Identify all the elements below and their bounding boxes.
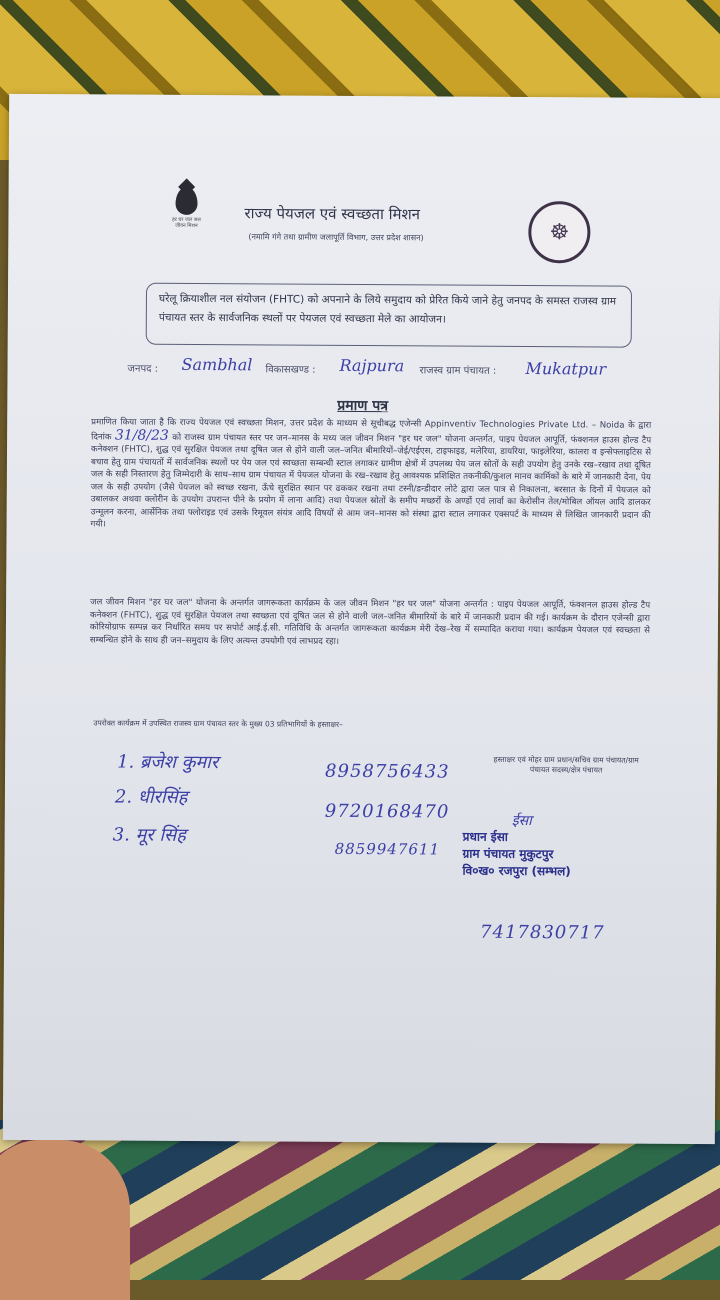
para1-after-date: को राजस्व ग्राम पंचायत स्तर पर जन–मानस के मध्य जल जीवन मिशन "हर घर जल" योजना अन्तर्गत, पाइप पेयजल आपूर्ति, फंक्शनल हाउस होल्ड टैप कनेक्शन (FHTC), शुद्ध एवं सुरक्षित पेयजल तथा दूषित जल से होने वाली जल–जनित बीमारियों–जेई/एईएस, टाइफाइड, मलेरिया, डायरिया, फाइलेरिया, कालरा व इन्सेफ्लाइटिस से बचाव हेतु ग्राम पंचायतों में सार्वजनिक स्थलों पर पेय जल एवं स्वच्छता सम्बन्धी स्टाल लगाकर ग्रामीण क्षेत्रों में उपलब्ध पेय जल स्रोतों के सही उपयोग हेतु उनके रख–रखाव तथा दूषित जल के सही निस्तारण हेतु जिम्मेदारी के साथ–साथ ग्राम पंचायत में पेयजल योजना के रख–रखाव हेतु आवश्यक प्रशिक्षित तकनीकी/कुशल मानव कार्मिकों के बारे में जानकारी देना, पेय जल के सही उपयोग (जैसे पेयजल को स्वच्छ रखना, ऊँचे सुरक्षित स्थान पर ढककर रखना तथा टस्नी/डन्डीदार लोटे द्वारा जल पात्र से निकालना, बरसात के दिनों में पेयजल को उबालकर अथवा क्लोरीन के उपयोग उपरान्त पीने के प्रयोग में लाना आदि) तथा पेयजल स्रोतों के समीप मच्छरों के अण्डों एवं लार्वा का केरोसीन तेल/मोबिल ऑयल आदि डालकर उन्मूलन करना, आर्सेनिक तथा फ्लोराइड एवं उसके रिमूवल संयंत्र आदि विषयों से आम जन–मानस को संस्था द्वारा स्टाल लगाकर एक्सपर्ट के माध्यम से लिखित जानकारी प्रदान की गयी।: [90, 432, 652, 530]
signatures-intro: उपरोक्त कार्यक्रम में उपस्थित राजस्व ग्राम पंचायत स्तर के मुख्य 03 प्रतिभागियों के हस्ताक्षर–: [93, 718, 343, 729]
stamp-line-2: ग्राम पंचायत मुकुटपुर: [462, 846, 554, 862]
up-govt-emblem-icon: ☸: [528, 201, 590, 263]
panchayat-label: राजस्व ग्राम पंचायत :: [419, 365, 497, 377]
logo-text: हर घर जल जल जीवन मिशन: [172, 216, 201, 229]
stamp-line-3: वि०ख० रजपुरा (सम्भल): [462, 863, 571, 879]
event-date: 31/8/23: [114, 426, 169, 444]
certificate-document: [3, 94, 720, 1144]
page-title: राज्य पेयजल एवं स्वच्छता मिशन: [244, 204, 421, 224]
phone-number-4: 7417830717: [480, 921, 605, 944]
participant-signature-2: 2. धीरसिंह: [114, 786, 188, 808]
block-label: विकासखण्ड :: [265, 364, 316, 376]
water-drop-icon: [175, 187, 197, 215]
para1-before-date: प्रमाणित किया जाता है कि राज्य पेयजल एवं स्वच्छता मिशन, उत्तर प्रदेश के माध्यम से सूचीबद्ध एजेन्सी Appinventiv Technologies Private Ltd. – Noida के द्वारा दिनांक: [91, 417, 652, 442]
participant-signature-1: 1. ब्रजेश कुमार: [117, 751, 219, 774]
certificate-paragraph-2: जल जीवन मिशन "हर घर जल" योजना के अन्तर्गत जागरूकता कार्यक्रम के जल जीवन मिशन "हर घर जल" योजना अन्तर्गत : पाइप पेयजल आपूर्ति, फंक्शनल हाउस होल्ड टैप कनेक्शन (FHTC), शुद्ध एवं सुरक्षित पेयजल तथा स्वच्छता एवं दूषित जल से होने वाली जल–जनित बीमारियों के बारे में जानकारी प्रदान की गई। कार्यक्रम के दौरान एजेन्सी द्वारा कोरियोग्राफ सम्पन्न कर निर्धारित समय पर सपोर्ट आई.ई.सी. गतिविधि के अन्तर्गत जागरूकता कार्यक्रम मेरी देख–रेख में सम्पादित कराया गया। कार्यक्रम पेयजल एवं स्वच्छता से सम्बन्धित होने के साथ ही जन–समुदाय के लिए अत्यन्त उपयोगी एवं लाभप्रद रहा।: [89, 597, 651, 647]
certificate-title: प्रमाण पत्र: [337, 397, 388, 415]
certificate-paragraph-1: [91, 416, 652, 534]
phone-number-3: 8859947611: [334, 839, 441, 859]
page-subtitle: (नमामि गंगे तथा ग्रामीण जलापूर्ति विभाग, उत्तर प्रदेश शासन): [248, 232, 424, 243]
official-stamp: [462, 829, 642, 881]
jal-jeevan-mission-logo: [166, 187, 206, 229]
stamp-line-1: प्रधान ईसा: [462, 829, 508, 844]
phone-number-2: 9720168470: [324, 800, 450, 823]
hand-holding-paper: [0, 1140, 130, 1300]
participant-signature-3: 3. मूर सिंह: [112, 824, 186, 846]
phone-number-1: 8958756433: [325, 760, 450, 783]
signature-stamp-label: हस्ताक्षर एवं मोहर ग्राम प्रधान/सचिव ग्राम पंचायत/ग्राम पंचायत सदस्य/क्षेत्र पंचायत: [493, 754, 639, 775]
panchayat-value: Mukatpur: [525, 358, 607, 379]
block-value: Rajpura: [339, 355, 405, 376]
notice-box: घरेलू क्रियाशील नल संयोजन (FHTC) को अपनाने के लिये समुदाय को प्रेरित किये जाने हेतु जनपद के समस्त राजस्व ग्राम पंचायत स्तर के सार्वजनिक स्थलों पर पेयजल एवं स्वच्छता मेले का आयोजन।: [146, 283, 632, 348]
district-label: जनपद :: [127, 363, 159, 375]
pradhan-signature: ईसा: [511, 812, 532, 830]
district-value: Sambhal: [181, 354, 253, 375]
